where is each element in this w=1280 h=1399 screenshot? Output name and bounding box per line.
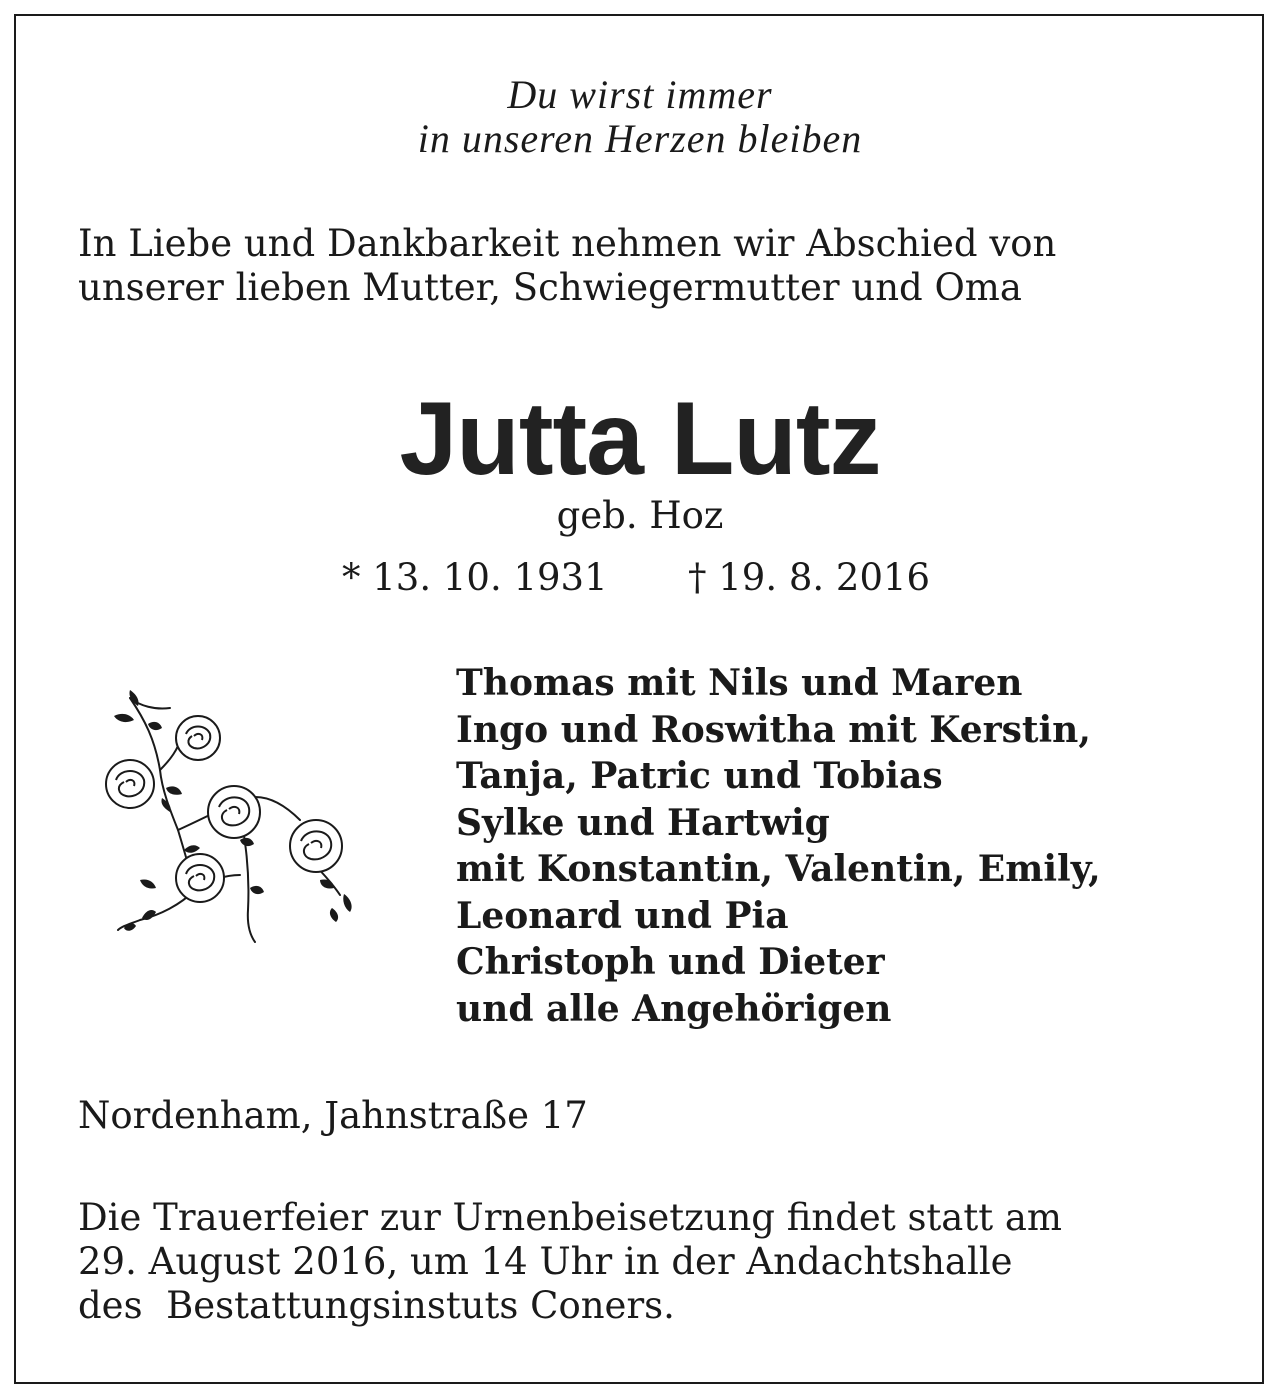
family-line: Ingo und Roswitha mit Kerstin,: [456, 708, 1091, 751]
funeral-info-line-2: 29. August 2016, um 14 Uhr in der Andachtshalle: [78, 1240, 1013, 1283]
family-list: [456, 660, 1101, 1032]
family-line: Tanja, Patric und Tobias: [456, 755, 943, 797]
family-line: mit Konstantin, Valentin, Emily,: [456, 848, 1101, 890]
address: Nordenham, Jahnstraße 17: [78, 1094, 588, 1137]
deceased-name: Jutta Lutz: [399, 381, 881, 497]
roses-icon: [100, 680, 370, 950]
maiden-name: geb. Hoz: [556, 494, 724, 537]
intro-line-1: In Liebe und Dankbarkeit nehmen wir Abschied von: [78, 222, 1057, 265]
family-line: Thomas mit Nils und Maren: [456, 662, 1023, 704]
funeral-info-line-1: Die Trauerfeier zur Urnenbeisetzung findet statt am: [78, 1196, 1063, 1239]
family-line: und alle Angehörigen: [456, 987, 892, 1030]
funeral-info-line-3: des Bestattungsinstuts Coners.: [78, 1284, 675, 1327]
motto-line-2: in unseren Herzen bleiben: [417, 116, 863, 161]
family-line: Sylke und Hartwig: [456, 801, 830, 844]
motto-line-1: Du wirst immer: [507, 72, 773, 117]
birth-date: * 13. 10. 1931: [342, 556, 608, 599]
death-date: † 19. 8. 2016: [688, 556, 931, 599]
intro-line-2: unserer lieben Mutter, Schwiegermutter und Oma: [78, 266, 1022, 309]
family-line: Leonard und Pia: [456, 894, 789, 937]
family-line: Christoph und Dieter: [456, 941, 885, 983]
